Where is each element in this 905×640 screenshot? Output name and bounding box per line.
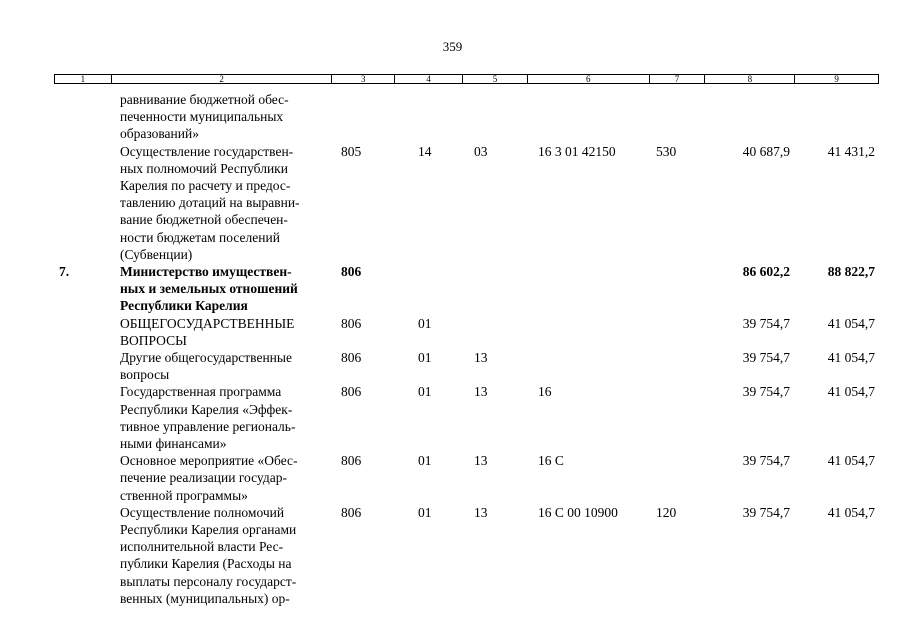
ministry-code: 806 <box>341 453 362 469</box>
ministry-code: 806 <box>341 350 362 366</box>
ministry-code: 806 <box>341 384 362 400</box>
expense-type-code <box>650 315 706 349</box>
column-number-8: 8 <box>705 75 795 83</box>
subsection-code: 13 <box>474 384 488 400</box>
row-number: 7. <box>59 264 70 280</box>
expense-type-code <box>650 91 706 143</box>
expense-type-code: 120 <box>656 504 677 520</box>
target-article-code <box>528 263 650 315</box>
table-row <box>54 91 879 143</box>
subsection-code <box>463 263 528 315</box>
amount-year-2: 41 054,7 <box>827 315 875 331</box>
column-number-3: 3 <box>332 75 395 83</box>
amount-year-2 <box>796 91 879 143</box>
target-article-code: 16 С 00 10900 <box>538 504 618 520</box>
amount-year-1: 39 754,7 <box>742 315 790 331</box>
target-article-code: 16 3 01 42150 <box>538 143 616 159</box>
row-name: ОБЩЕГОСУДАРСТВЕННЫЕ ВОПРОСЫ <box>120 315 295 348</box>
row-number <box>54 91 111 143</box>
row-name: Осуществление полномочий Республики Карелия органами исполнительной власти Рес- публики Карелия (Расходы на выплаты персоналу государст- венных (муниципальных) ор- <box>120 504 297 606</box>
table-row <box>54 315 879 349</box>
table-row <box>54 263 879 315</box>
subsection-code: 03 <box>474 143 488 159</box>
page-number: 359 <box>442 39 463 54</box>
target-article-code <box>528 315 650 349</box>
target-article-code <box>528 349 650 383</box>
row-name: Министерство имуществен- ных и земельных отношений Республики Карелия <box>120 264 298 314</box>
ministry-code: 805 <box>341 143 362 159</box>
subsection-code: 13 <box>474 453 488 469</box>
section-code: 01 <box>418 384 432 400</box>
section-code <box>395 263 463 315</box>
expense-type-code <box>650 452 706 504</box>
column-number-9: 9 <box>834 74 839 84</box>
expense-type-code <box>650 263 706 315</box>
target-article-code <box>528 91 650 143</box>
target-article-code: 16 С <box>538 453 564 469</box>
column-number-4: 4 <box>395 75 463 83</box>
subsection-code: 13 <box>474 350 488 366</box>
amount-year-2: 41 054,7 <box>827 384 875 400</box>
amount-year-1: 39 754,7 <box>742 350 790 366</box>
row-number <box>54 349 111 383</box>
row-name: Государственная программа Республики Карелия «Эффек- тивное управление региональ- ными финансами» <box>120 384 296 452</box>
amount-year-1 <box>706 91 796 143</box>
row-number <box>54 143 111 263</box>
row-number <box>54 383 111 452</box>
column-number-1: 1 <box>55 75 112 83</box>
amount-year-2: 41 431,2 <box>827 143 875 159</box>
column-number-6: 6 <box>528 75 650 83</box>
amount-year-1: 39 754,7 <box>742 453 790 469</box>
ministry-code <box>332 91 395 143</box>
column-number-5: 5 <box>463 75 528 83</box>
amount-year-1: 86 602,2 <box>742 264 790 280</box>
target-article-code: 16 <box>538 384 552 400</box>
expense-type-code <box>650 383 706 452</box>
table-row <box>54 504 879 607</box>
ministry-code: 806 <box>341 315 362 331</box>
amount-year-1: 40 687,9 <box>742 143 790 159</box>
table-row <box>54 452 879 504</box>
subsection-code <box>463 315 528 349</box>
section-code: 01 <box>418 315 432 331</box>
table-row <box>54 383 879 452</box>
amount-year-2: 41 054,7 <box>827 453 875 469</box>
subsection-code: 13 <box>474 504 488 520</box>
row-name: равнивание бюджетной обес- печенности муниципальных образований» <box>120 92 289 142</box>
section-code: 01 <box>418 453 432 469</box>
row-number <box>54 504 111 607</box>
section-code: 01 <box>418 504 432 520</box>
table-row <box>54 349 879 383</box>
row-number <box>54 452 111 504</box>
row-number <box>54 315 111 349</box>
amount-year-2: 41 054,7 <box>827 504 875 520</box>
row-name: Осуществление государствен- ных полномочий Республики Карелия по расчету и предос- тавлению дотаций на выравни- вание бюджетной обеспечен- ности бюджетам поселений (Субвенции) <box>120 143 300 262</box>
amount-year-2: 41 054,7 <box>827 350 875 366</box>
expense-type-code <box>650 349 706 383</box>
column-number-2: 2 <box>112 75 332 83</box>
row-name: Другие общегосударственные вопросы <box>120 350 292 383</box>
row-name: Основное мероприятие «Обес- печение реализации государ- ственной программы» <box>120 453 298 503</box>
section-code: 14 <box>418 143 432 159</box>
subsection-code <box>463 91 528 143</box>
budget-table-body <box>54 91 879 607</box>
table-row <box>54 143 879 263</box>
amount-year-1: 39 754,7 <box>742 504 790 520</box>
ministry-code: 806 <box>341 264 362 280</box>
amount-year-2: 88 822,7 <box>827 264 875 280</box>
table-column-numbers <box>54 74 879 84</box>
expense-type-code: 530 <box>656 143 677 159</box>
section-code <box>395 91 463 143</box>
section-code: 01 <box>418 350 432 366</box>
ministry-code: 806 <box>341 504 362 520</box>
column-number-7: 7 <box>650 75 706 83</box>
amount-year-1: 39 754,7 <box>742 384 790 400</box>
